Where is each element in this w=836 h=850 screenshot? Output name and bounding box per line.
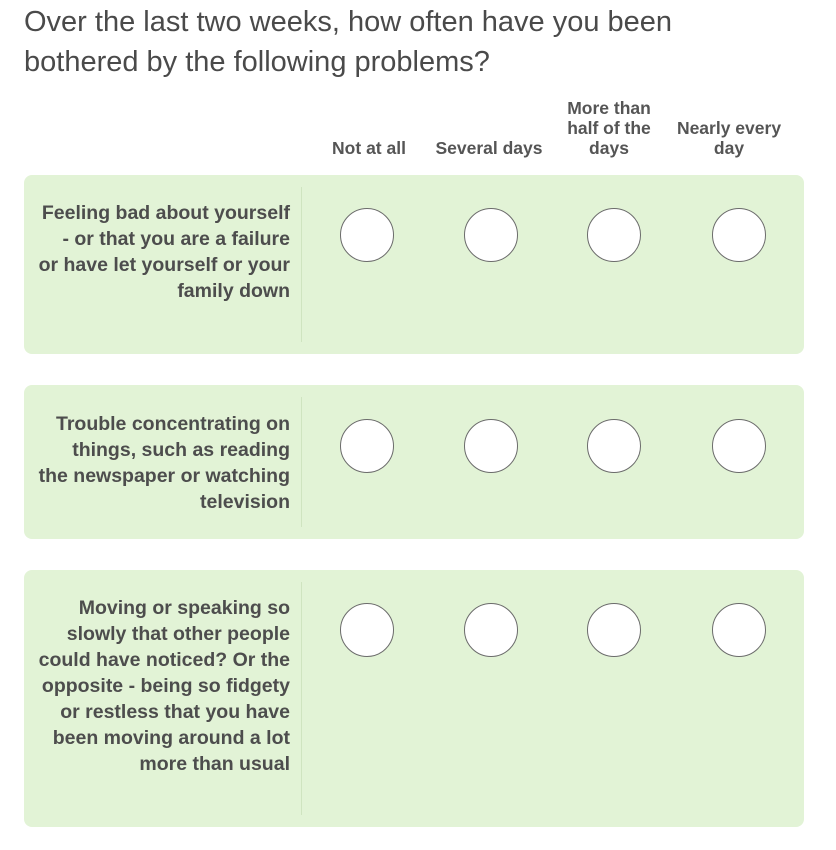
column-header-not-at-all: Not at all: [332, 138, 406, 158]
radio-several-days[interactable]: [464, 603, 518, 657]
question-row: [24, 175, 804, 354]
radio-not-at-all[interactable]: [340, 419, 394, 473]
radio-nearly-every-day[interactable]: [712, 603, 766, 657]
row-divider: [301, 582, 302, 815]
row-divider: [301, 187, 302, 342]
radio-more-than-half[interactable]: [587, 419, 641, 473]
question-title: Over the last two weeks, how often have you been bothered by the following problems?: [24, 6, 673, 78]
column-header-more-than-half: More than half of the days: [567, 98, 651, 158]
radio-several-days[interactable]: [464, 419, 518, 473]
radio-more-than-half[interactable]: [587, 208, 641, 262]
row-divider: [301, 397, 302, 527]
radio-nearly-every-day[interactable]: [712, 208, 766, 262]
row-label: Feeling bad about yourself - or that you are a failure or have let yourself or your family down: [38, 202, 290, 302]
row-label: Trouble concentrating on things, such as reading the newspaper or watching television: [38, 413, 290, 513]
question-row: [24, 570, 804, 827]
column-headers: [0, 96, 836, 160]
radio-more-than-half[interactable]: [587, 603, 641, 657]
radio-not-at-all[interactable]: [340, 603, 394, 657]
column-header-several-days: Several days: [435, 138, 543, 158]
radio-several-days[interactable]: [464, 208, 518, 262]
question-row: [24, 385, 804, 539]
radio-nearly-every-day[interactable]: [712, 419, 766, 473]
column-header-nearly-every-day: Nearly every day: [676, 118, 782, 158]
radio-not-at-all[interactable]: [340, 208, 394, 262]
row-label: Moving or speaking so slowly that other people could have noticed? Or the opposite - being so fidgety or restless that you have been moving around a lot more than usual: [38, 597, 290, 775]
